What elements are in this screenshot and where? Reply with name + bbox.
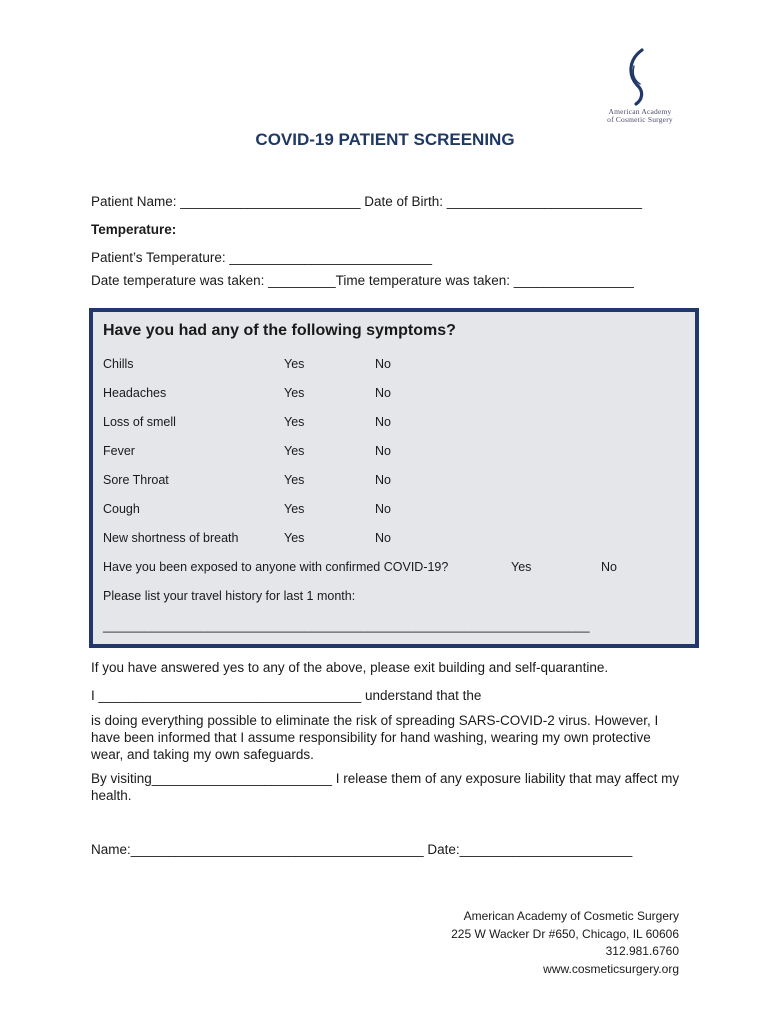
- symptom-yes-option[interactable]: Yes: [284, 386, 305, 400]
- symptom-label: Cough: [103, 502, 140, 516]
- logo-emblem-icon: [598, 46, 682, 106]
- page-title: COVID-19 PATIENT SCREENING: [255, 130, 515, 149]
- travel-history-line[interactable]: ______________________________________________________________________: [103, 619, 590, 633]
- logo-text: [598, 108, 682, 124]
- symptom-no-option[interactable]: No: [375, 502, 391, 516]
- exposure-no-option[interactable]: No: [601, 560, 617, 574]
- symptom-yes-option[interactable]: Yes: [284, 415, 305, 429]
- footer-address: [451, 908, 679, 978]
- exit-notice: If you have answered yes to any of the above, please exit building and self-quarantine.: [91, 660, 609, 675]
- symptom-label: Chills: [103, 357, 134, 371]
- patient-temperature-line: Patient’s Temperature: ___________________________: [91, 250, 433, 265]
- symptom-yes-option[interactable]: Yes: [284, 531, 305, 545]
- symptom-label: Fever: [103, 444, 135, 458]
- symptom-no-option[interactable]: No: [375, 444, 391, 458]
- symptom-label: New shortness of breath: [103, 531, 239, 545]
- logo-line-1: American Academy: [608, 107, 672, 116]
- exposure-yes-option[interactable]: Yes: [511, 560, 532, 574]
- responsibility-paragraph: is doing everything possible to eliminate the risk of spreading SARS-COVID-2 virus. However, I have been informed that I assume responsibility for hand washing, wearing my own protective wear, and taking my own safeguards.: [91, 713, 659, 762]
- exposure-question: Have you been exposed to anyone with confirmed COVID-19?: [103, 560, 449, 574]
- symptom-yes-option[interactable]: Yes: [284, 357, 305, 371]
- temperature-heading: Temperature:: [91, 222, 177, 237]
- symptom-yes-option[interactable]: Yes: [284, 444, 305, 458]
- name-date-line: Name:_______________________________________ Date:_______________________: [91, 842, 633, 857]
- aacs-logo: [598, 46, 682, 130]
- footer-phone: 312.981.6760: [605, 944, 679, 958]
- symptom-no-option[interactable]: No: [375, 386, 391, 400]
- logo-line-2: of Cosmetic Surgery: [607, 115, 673, 124]
- symptom-label: Loss of smell: [103, 415, 176, 429]
- symptom-no-option[interactable]: No: [375, 473, 391, 487]
- symptom-no-option[interactable]: No: [375, 415, 391, 429]
- temperature-date-time-line: Date temperature was taken: _________Time temperature was taken: ________________: [91, 273, 634, 288]
- symptom-no-option[interactable]: No: [375, 357, 391, 371]
- symptom-yes-option[interactable]: Yes: [284, 473, 305, 487]
- patient-name-dob-line: Patient Name: ________________________ Date of Birth: __________________________: [91, 194, 642, 209]
- symptom-label: Sore Throat: [103, 473, 169, 487]
- symptom-no-option[interactable]: No: [375, 531, 391, 545]
- travel-history-label: Please list your travel history for last 1 month:: [103, 589, 356, 603]
- liability-paragraph: By visiting________________________ I release them of any exposure liability that may affect my health.: [91, 771, 680, 803]
- symptoms-heading: Have you had any of the following symptoms?: [103, 322, 456, 339]
- symptom-yes-option[interactable]: Yes: [284, 502, 305, 516]
- footer-website-link[interactable]: www.cosmeticsurgery.org: [543, 961, 679, 976]
- symptom-label: Headaches: [103, 386, 167, 400]
- footer-org: American Academy of Cosmetic Surgery: [463, 909, 679, 923]
- footer-street: 225 W Wacker Dr #650, Chicago, IL 60606: [451, 926, 679, 941]
- understand-line: I ___________________________________ understand that the: [91, 688, 482, 703]
- symptoms-box: [89, 308, 699, 648]
